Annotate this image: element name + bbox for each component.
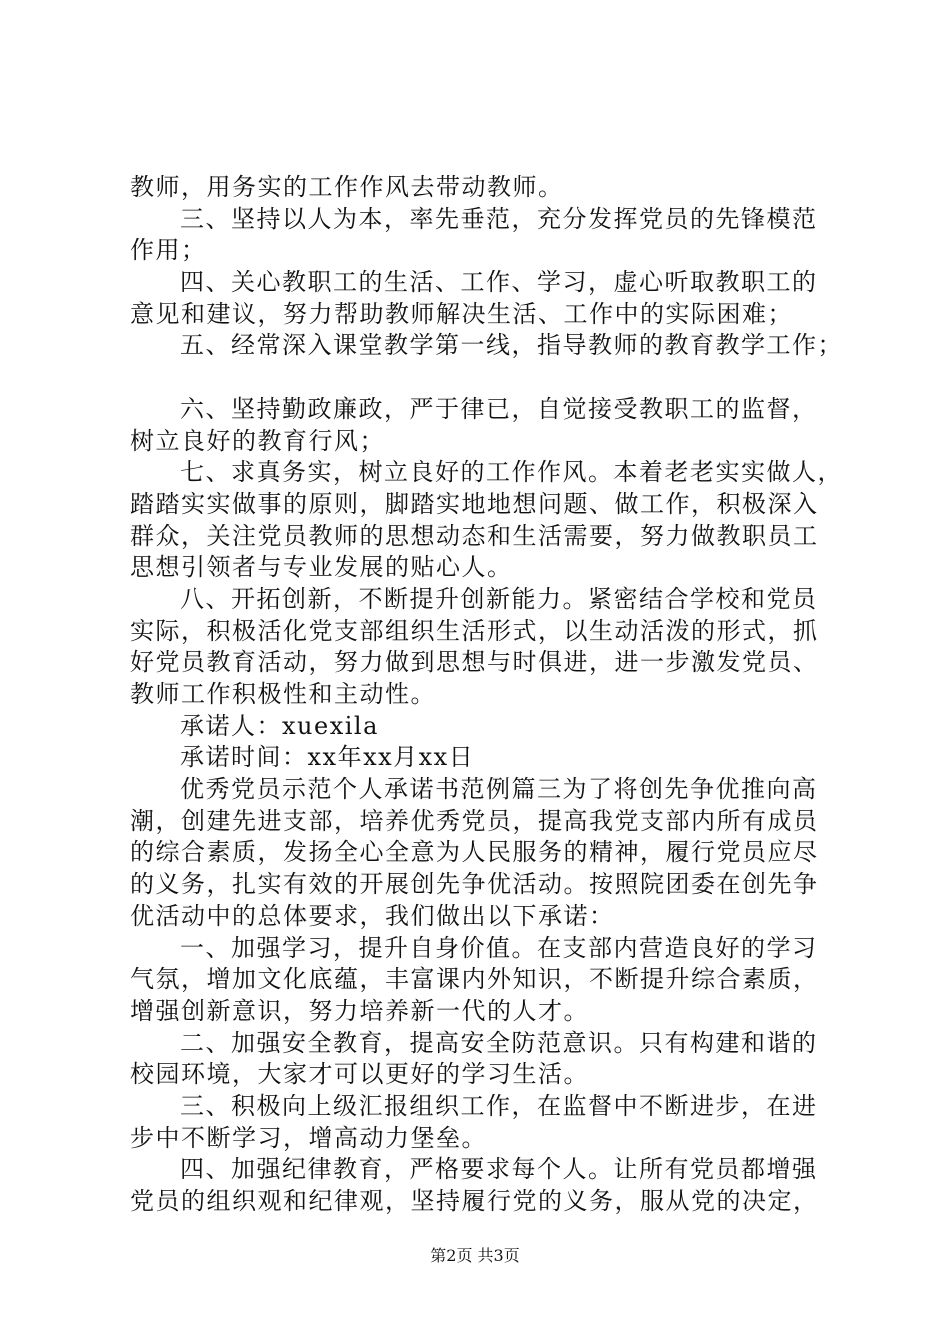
text-line: 的义务，扎实有效的开展创先争优活动。按照院团委在创先争 [130, 870, 819, 899]
text-line: 的综合素质，发扬全心全意为人民服务的精神，履行党员应尽 [130, 838, 819, 867]
text-line: 实际，积极活化党支部组织生活形式，以生动活泼的形式，抓 [130, 616, 819, 645]
page-footer: 第2页 共3页 [430, 1246, 520, 1265]
text-line: 踏踏实实做事的原则，脚踏实地地想问题、做工作，积极深入 [130, 489, 819, 518]
text-line: 作用； [130, 236, 207, 265]
text-line: 三、积极向上级汇报组织工作，在监督中不断进步，在进 [180, 1091, 818, 1120]
text-line: 七、求真务实，树立良好的工作作风。本着老老实实做人， [180, 458, 843, 487]
text-line: 校园环境，大家才可以更好的学习生活。 [130, 1060, 589, 1089]
text-line: 步中不断学习，增高动力堡垒。 [130, 1123, 487, 1152]
text-line: 承诺时间：xx年xx月xx日 [180, 743, 475, 772]
text-line: 思想引领者与专业发展的贴心人。 [130, 553, 513, 582]
document-body [130, 172, 843, 1218]
text-line: 承诺人：xuexila [180, 711, 379, 740]
text-line: 优秀党员示范个人承诺书范例篇三为了将创先争优推向高 [180, 775, 818, 804]
text-line: 五、经常深入课堂教学第一线，指导教师的教育教学工作； [180, 331, 843, 360]
text-line: 意见和建议，努力帮助教师解决生活、工作中的实际困难； [130, 299, 793, 328]
text-line: 优活动中的总体要求，我们做出以下承诺： [130, 901, 615, 930]
text-line: 增强创新意识，努力培养新一代的人才。 [130, 996, 589, 1025]
text-line: 教师，用务实的工作作风去带动教师。 [130, 173, 564, 201]
text-line: 六、坚持勤政廉政，严于律已，自觉接受教职工的监督， [180, 394, 818, 423]
text-line: 一、加强学习，提升自身价值。在支部内营造良好的学习 [180, 933, 818, 962]
text-line: 群众，关注党员教师的思想动态和生活需要，努力做教职员工 [130, 521, 819, 550]
text-line: 二、加强安全教育，提高安全防范意识。只有构建和谐的 [180, 1028, 818, 1057]
blank-line [130, 362, 830, 394]
text-line: 四、加强纪律教育，严格要求每个人。让所有党员都增强 [180, 1155, 818, 1184]
text-line: 气氛，增加文化底蕴，丰富课内外知识，不断提升综合素质， [130, 965, 819, 994]
text-line: 潮，创建先进支部，培养优秀党员，提高我党支部内所有成员 [130, 806, 819, 835]
text-line: 好党员教育活动，努力做到思想与时俱进，进一步激发党员、 [130, 648, 819, 677]
text-line: 三、坚持以人为本，率先垂范，充分发挥党员的先锋模范 [180, 204, 818, 233]
text-line: 树立良好的教育行风； [130, 426, 385, 455]
text-line: 四、关心教职工的生活、工作、学习，虚心听取教职工的 [180, 268, 818, 297]
text-line: 党员的组织观和纪律观，坚持履行党的义务，服从党的决定， [130, 1187, 819, 1215]
text-line: 八、开拓创新，不断提升创新能力。紧密结合学校和党员 [180, 584, 818, 613]
text-line: 教师工作积极性和主动性。 [130, 680, 436, 708]
